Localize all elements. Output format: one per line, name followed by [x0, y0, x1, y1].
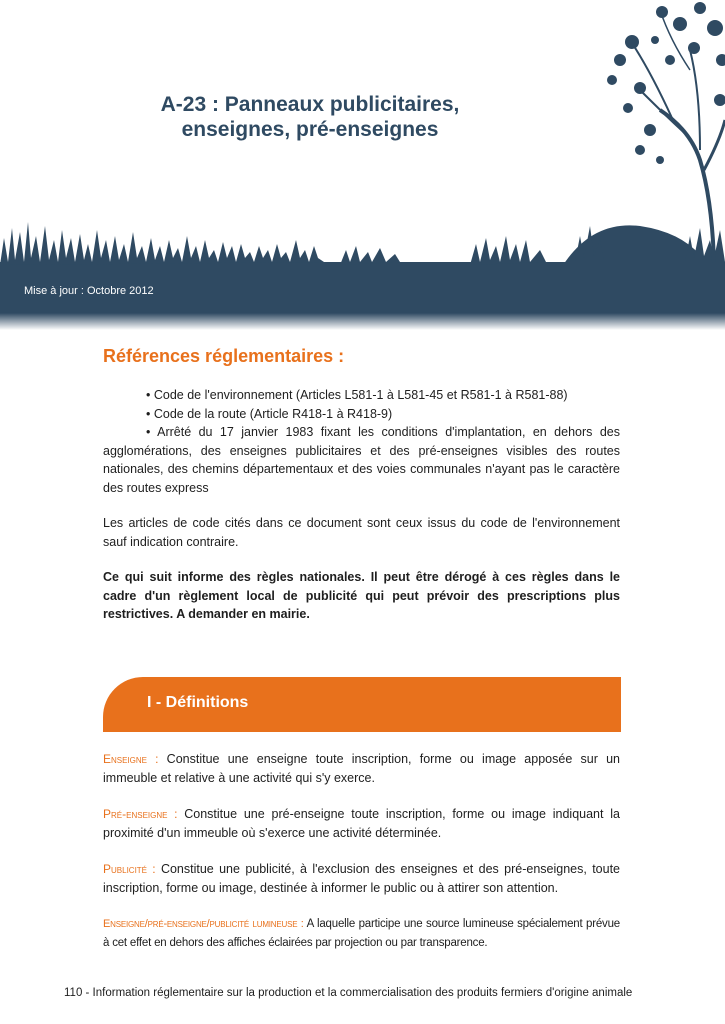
tree-silhouette-icon	[607, 2, 725, 262]
references-notice: Ce qui suit informe des règles nationales. Il peut être dérogé à ces règles dans le cadre d'un règlement local de publicité qui peut prévoir des prescriptions plus restrictives. A demander en mairie.	[103, 570, 620, 621]
reference-item: • Arrêté du 17 janvier 1983 fixant les conditions d'implantation, en dehors des agglomérations, des enseignes publicitaires et des pré-enseignes visibles des routes nationales, des chemins départementaux et des voies communales n'ayant pas le caractère des routes express	[103, 425, 620, 495]
page-title-line2: enseignes, pré-enseignes	[181, 118, 439, 141]
definition-item	[103, 915, 620, 953]
definition-text: Constitue une pré-enseigne toute inscription, forme ou image indiquant la proximité d'un immeuble où s'exerce une activité déterminée.	[103, 807, 620, 840]
section-header	[103, 677, 621, 732]
references-note: Les articles de code cités dans ce document sont ceux issus du code de l'environnement sauf indication contraire.	[103, 516, 620, 549]
definition-term: Enseigne/pré-enseigne/publicité lumineuse :	[103, 918, 304, 930]
definition-item	[103, 805, 620, 843]
update-date: Mise à jour : Octobre 2012	[24, 285, 154, 297]
definition-text: Constitue une publicité, à l'exclusion des enseignes et des pré-enseignes, toute inscription, forme ou image, destinée à informer le public ou à attirer son attention.	[103, 862, 621, 895]
definition-term: Enseigne :	[103, 752, 159, 766]
reference-item: • Code de la route (Article R418-1 à R418-9)	[146, 406, 393, 421]
page-title	[100, 92, 520, 142]
definition-text: Constitue une enseigne toute inscription, forme ou image apposée sur un immeuble et relative à une activité qui s'y exerce.	[103, 752, 620, 785]
definition-term: Pré-enseigne :	[103, 807, 178, 821]
section-heading: I - Définitions	[147, 694, 249, 711]
references-heading: Références réglementaires :	[103, 346, 345, 366]
definition-text: A laquelle participe une source lumineuse spécialement prévue à cet effet en dehors des affiches éclairées par projection ou par transparence.	[103, 918, 620, 949]
definition-term: Publicité :	[103, 862, 156, 876]
reference-item: • Code de l'environnement (Articles L581-1 à L581-45 et R581-1 à R581-88)	[146, 388, 568, 402]
page-footer: 110 - Information réglementaire sur la production et la commercialisation des produits fermiers d'origine animale	[64, 987, 633, 999]
header-banner	[0, 0, 725, 330]
page-title-line1: A-23 : Panneaux publicitaires,	[160, 93, 460, 116]
references-list	[103, 386, 620, 497]
definitions-list	[103, 750, 620, 970]
definition-item	[103, 750, 620, 788]
definition-item	[103, 860, 620, 898]
